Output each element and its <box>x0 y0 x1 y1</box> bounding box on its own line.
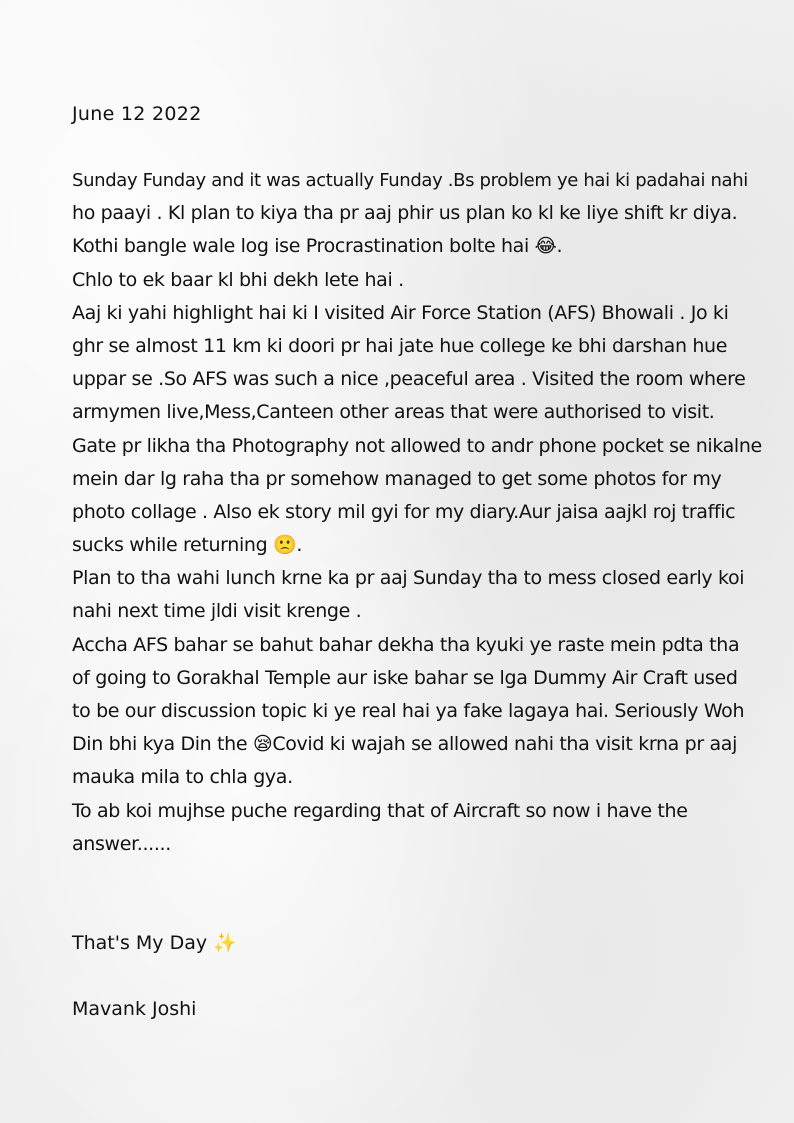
entry-line: Accha AFS bahar se bahut bahar dekha tha kyuki ye raste mein pdta tha <box>72 633 740 656</box>
entry-line: nahi next time jldi visit krenge . <box>72 600 362 623</box>
entry-line: photo collage . Also ek story mil gyi for my diary.Aur jaisa aajkl roj traffic <box>72 500 736 523</box>
entry-line: armymen live,Mess,Canteen other areas that were authorised to visit. <box>72 401 715 424</box>
entry-line: mauka mila to chla gya. <box>72 766 293 789</box>
entry-line: sucks while returning 🙁. <box>72 534 303 557</box>
diary-page <box>72 98 762 1026</box>
entry-body <box>72 164 762 861</box>
entry-line: uppar se .So AFS was such a nice ,peaceful area . Visited the room where <box>72 368 746 391</box>
entry-line: Din bhi kya Din the 😪Covid ki wajah se allowed nahi tha visit krna pr aaj <box>72 733 738 756</box>
entry-line: of going to Gorakhal Temple aur iske bahar se lga Dummy Air Craft used <box>72 666 738 689</box>
entry-line: Aaj ki yahi highlight hai ki I visited Air Force Station (AFS) Bhowali . Jo ki <box>72 301 729 324</box>
closing-line: That's My Day ✨ <box>72 931 237 954</box>
entry-line: Plan to tha wahi lunch krne ka pr aaj Sunday tha to mess closed early koi <box>72 567 745 590</box>
entry-line: Sunday Funday and it was actually Funday .Bs problem ye hai ki padahai nahi <box>72 170 748 191</box>
entry-line: Kothi bangle wale log ise Procrastination bolte hai 😂. <box>72 235 563 258</box>
entry-line: ho paayi . Kl plan to kiya tha pr aaj phir us plan ko kl ke liye shift kr diya. <box>72 202 738 225</box>
entry-line: Chlo to ek baar kl bhi dekh lete hai . <box>72 268 404 291</box>
entry-line: To ab koi mujhse puche regarding that of Aircraft so now i have the <box>72 799 688 822</box>
entry-line: mein dar lg raha tha pr somehow managed to get some photos for my <box>72 467 722 490</box>
entry-line: ghr se almost 11 km ki doori pr hai jate hue college ke bhi darshan hue <box>72 334 728 357</box>
entry-line: answer...... <box>72 832 171 855</box>
entry-date: June 12 2022 <box>72 103 202 125</box>
entry-line: Gate pr likha tha Photography not allowed to andr phone pocket se nikalne <box>72 434 762 457</box>
entry-line: to be our discussion topic ki ye real hai ya fake lagaya hai. Seriously Woh <box>72 700 745 722</box>
signature: Mavank Joshi <box>72 997 197 1020</box>
